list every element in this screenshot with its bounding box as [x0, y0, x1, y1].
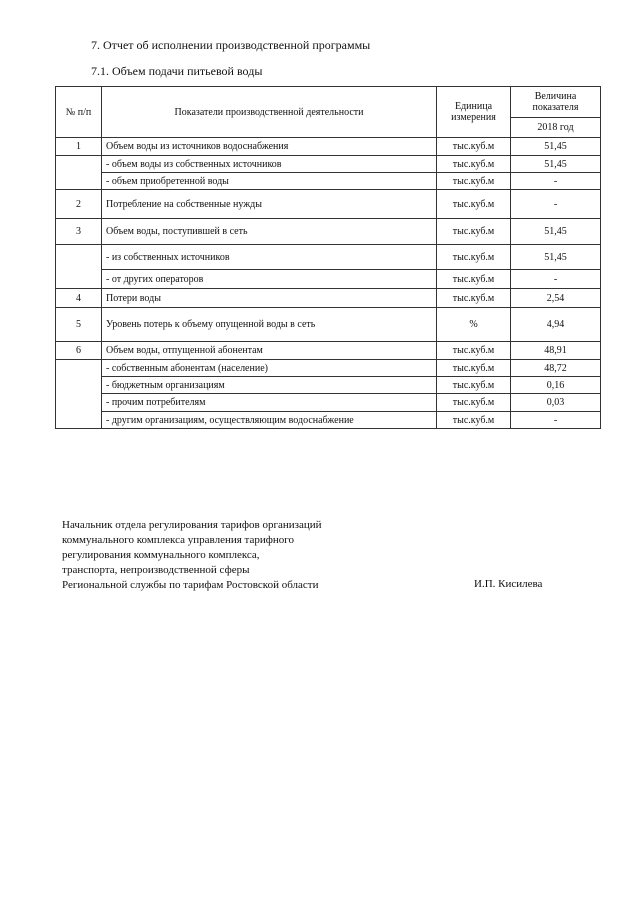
signature-block	[62, 518, 322, 593]
col-value-header: Величина показателя	[511, 87, 601, 118]
row-label: - объем приобретенной воды	[102, 173, 437, 190]
section-heading: 7. Отчет об исполнении производственной программы	[91, 38, 371, 52]
row-label: - другим организациям, осуществляющим водоснабжение	[102, 412, 437, 429]
row-num: 5	[56, 308, 102, 342]
row-unit: тыс.куб.м	[437, 156, 511, 173]
table-row	[56, 308, 601, 342]
row-unit: тыс.куб.м	[437, 360, 511, 377]
row-label: Объем воды, отпущенной абонентам	[102, 342, 437, 360]
signature-line: регулирования коммунального комплекса,	[62, 549, 260, 561]
table-row	[56, 394, 601, 412]
row-value: 51,45	[511, 156, 601, 173]
table-row	[56, 412, 601, 429]
row-unit: тыс.куб.м	[437, 190, 511, 219]
row-label: - бюджетным организациям	[102, 377, 437, 394]
table-row	[56, 138, 601, 156]
row-unit: тыс.куб.м	[437, 394, 511, 412]
row-unit: тыс.куб.м	[437, 219, 511, 245]
table-row	[56, 270, 601, 289]
row-value: -	[511, 173, 601, 190]
row-unit: тыс.куб.м	[437, 138, 511, 156]
row-value: 0,16	[511, 377, 601, 394]
col-unit-header: Единица измерения	[437, 87, 511, 138]
row-num: 4	[56, 289, 102, 308]
col-num-header: № п/п	[56, 87, 102, 138]
col-indicator-header: Показатели производственной деятельности	[102, 87, 437, 138]
table-row	[56, 190, 601, 219]
row-unit: тыс.куб.м	[437, 377, 511, 394]
row-value: -	[511, 190, 601, 219]
signatory-name: И.П. Кисилева	[474, 578, 543, 590]
row-num	[56, 245, 102, 289]
row-value: 2,54	[511, 289, 601, 308]
row-unit: %	[437, 308, 511, 342]
row-num: 1	[56, 138, 102, 156]
row-num: 6	[56, 342, 102, 360]
row-unit: тыс.куб.м	[437, 412, 511, 429]
row-label: Уровень потерь к объему опущенной воды в сеть	[102, 308, 437, 342]
row-num	[56, 360, 102, 429]
row-value: 0,03	[511, 394, 601, 412]
row-label: Объем воды, поступившей в сеть	[102, 219, 437, 245]
table-row	[56, 156, 601, 173]
row-label: - прочим потребителям	[102, 394, 437, 412]
table-row	[56, 342, 601, 360]
row-value: 51,45	[511, 245, 601, 270]
row-value: -	[511, 412, 601, 429]
row-label: - объем воды из собственных источников	[102, 156, 437, 173]
row-value: 51,45	[511, 219, 601, 245]
row-value: 48,91	[511, 342, 601, 360]
row-num	[56, 156, 102, 190]
col-year-header: 2018 год	[511, 118, 601, 138]
table-row	[56, 245, 601, 270]
water-supply-table	[55, 86, 601, 429]
row-value: -	[511, 270, 601, 289]
row-unit: тыс.куб.м	[437, 245, 511, 270]
row-label: Потери воды	[102, 289, 437, 308]
subsection-heading: 7.1. Объем подачи питьевой воды	[91, 64, 263, 78]
signature-line: транспорта, непроизводственной сферы	[62, 564, 250, 576]
table-row	[56, 360, 601, 377]
row-label: - собственным абонентам (население)	[102, 360, 437, 377]
table-row	[56, 173, 601, 190]
row-unit: тыс.куб.м	[437, 270, 511, 289]
row-label: - от других операторов	[102, 270, 437, 289]
row-unit: тыс.куб.м	[437, 173, 511, 190]
row-value: 51,45	[511, 138, 601, 156]
signature-line: Региональной службы по тарифам Ростовской области	[62, 579, 319, 591]
row-label: Потребление на собственные нужды	[102, 190, 437, 219]
row-unit: тыс.куб.м	[437, 342, 511, 360]
row-num: 2	[56, 190, 102, 219]
table-row	[56, 289, 601, 308]
table-row	[56, 377, 601, 394]
row-label: - из собственных источников	[102, 245, 437, 270]
table-row	[56, 219, 601, 245]
row-num: 3	[56, 219, 102, 245]
signature-line: Начальник отдела регулирования тарифов организаций	[62, 519, 322, 531]
row-unit: тыс.куб.м	[437, 289, 511, 308]
row-label: Объем воды из источников водоснабжения	[102, 138, 437, 156]
signature-line: коммунального комплекса управления тарифного	[62, 534, 294, 546]
row-value: 48,72	[511, 360, 601, 377]
row-value: 4,94	[511, 308, 601, 342]
